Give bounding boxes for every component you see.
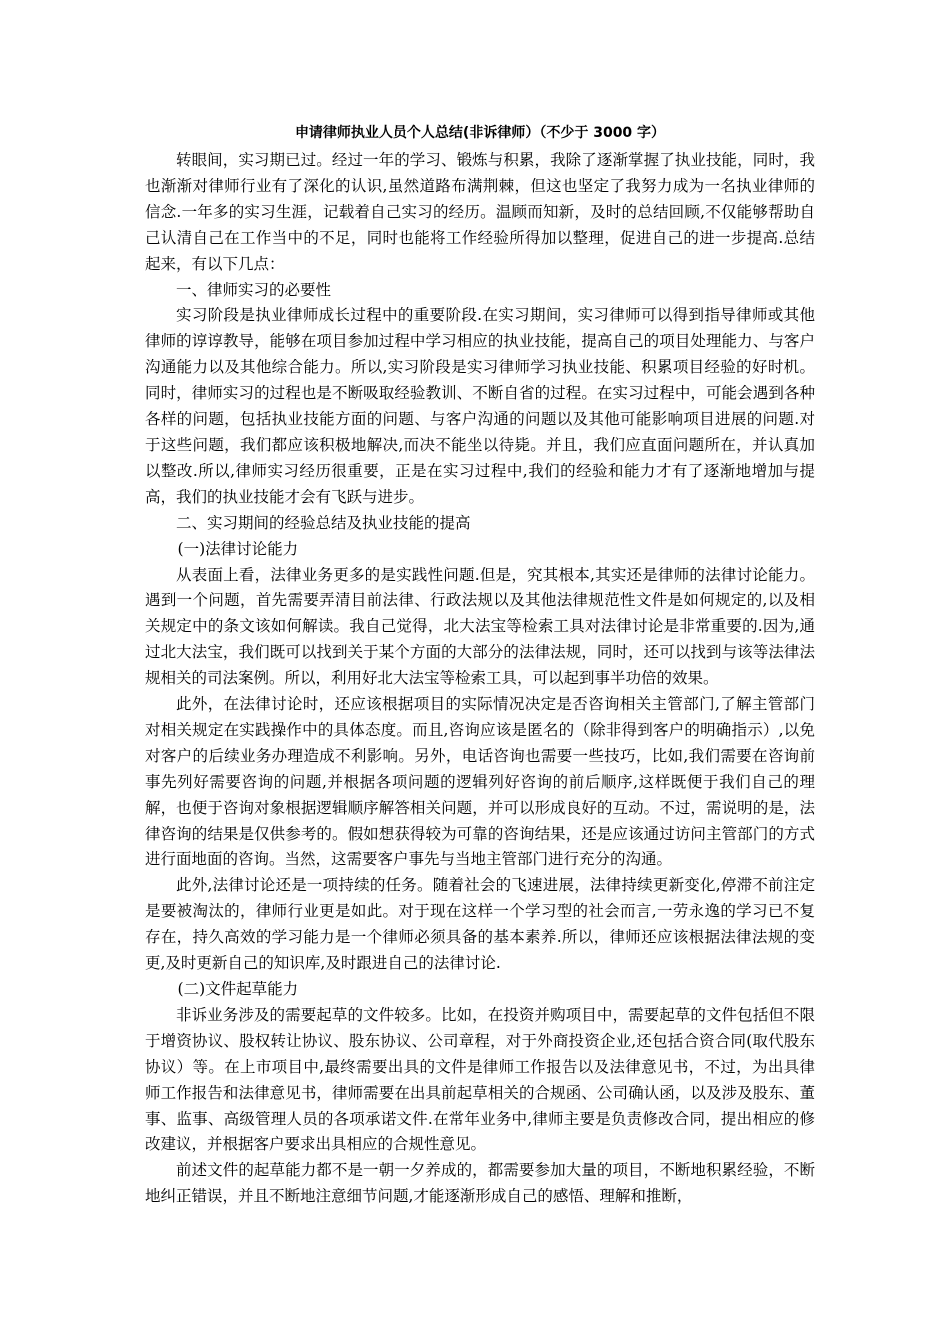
section-heading-1: 一、律师实习的必要性 — [176, 280, 332, 299]
document-title: 申请律师执业人员个人总结(非诉律师）（不少于 3000 字） — [294, 125, 666, 141]
document-page — [145, 120, 815, 1210]
section-heading-2: 二、实习期间的经验总结及执业技能的提高 — [176, 513, 471, 532]
body-paragraph: 此外，在法律讨论时，还应该根据项目的实际情况决定是否咨询相关主管部门,了解主管部门对相关规定在实践操作中的具体态度。而且,咨询应该是匿名的（除非得到客户的明确指示）,以免对客户的后续业务办理造成不利影响。另外，电话咨询也需要一些技巧，比如,我们需要在咨询前事先列好需要咨询的问题,并根据各项问题的逻辑列好咨询的前后顺序,这样既便于我们自己的理解，也便于咨询对象根据逻辑顺序解答相关问题，并可以形成良好的互动。不过，需说明的是，法律咨询的结果是仅供参考的。假如想获得较为可靠的咨询结果，还是应该通过访问主管部门的方式进行面地面的咨询。当然，这需要客户事先与当地主管部门进行充分的沟通。 — [145, 695, 815, 869]
body-paragraph: 此外,法律讨论还是一项持续的任务。随着社会的飞速进展，法律持续更新变化,停滞不前注定是要被淘汰的，律师行业更是如此。对于现在这样一个学习型的社会而言,一劳永逸的学习已不复存在，持久高效的学习能力是一个律师必须具备的基本素养.所以，律师还应该根据法律法规的变更,及时更新自己的知识库,及时跟进自己的法律讨论. — [145, 876, 815, 973]
body-paragraph: 实习阶段是执业律师成长过程中的重要阶段.在实习期间，实习律师可以得到指导律师或其他律师的谆谆教导，能够在项目参加过程中学习相应的执业技能，提高自己的项目处理能力、与客户沟通能力以及其他综合能力。所以,实习阶段是实习律师学习执业技能、积累项目经验的好时机。同时，律师实习的过程也是不断吸取经验教训、不断自省的过程。在实习过程中，可能会遇到各种各样的问题，包括执业技能方面的问题、与客户沟通的问题以及其他可能影响项目进展的问题.对于这些问题，我们都应该积极地解决,而决不能坐以待毙。并且，我们应直面问题所在，并认真加以整改.所以,律师实习经历很重要，正是在实习过程中,我们的经验和能力才有了逐渐地增加与提高，我们的执业技能才会有飞跃与进步。 — [145, 306, 815, 506]
body-paragraph: 从表面上看，法律业务更多的是实践性问题.但是，究其根本,其实还是律师的法律讨论能力。遇到一个问题，首先需要弄清目前法律、行政法规以及其他法律规范性文件是如何规定的,以及相关规定中的条文该如何解读。我自己觉得，北大法宝等检索工具对法律讨论是非常重要的.因为,通过北大法宝，我们既可以找到关于某个方面的大部分的法律法规，同时，还可以找到与该等法律法规相关的司法案例。所以，利用好北大法宝等检索工具，可以起到事半功倍的效果。 — [145, 565, 815, 688]
body-paragraph: 前述文件的起草能力都不是一朝一夕养成的，都需要参加大量的项目，不断地积累经验，不断地纠正错误，并且不断地注意细节问题,才能逐渐形成自己的感悟、理解和推断， — [145, 1161, 815, 1206]
intro-paragraph: 转眼间，实习期已过。经过一年的学习、锻炼与积累，我除了逐渐掌握了执业技能，同时，我也渐渐对律师行业有了深化的认识,虽然道路布满荆棘，但这也坚定了我努力成为一名执业律师的信念.一年多的实习生涯，记载着自己实习的经历。温顾而知新，及时的总结回顾,不仅能够帮助自己认清自己在工作当中的不足，同时也能将工作经验所得加以整理，促进自己的进一步提高.总结起来，有以下几点： — [145, 151, 815, 273]
subsection-heading-2: (二)文件起草能力 — [177, 980, 299, 998]
subsection-heading-1: (一)法律讨论能力 — [177, 539, 299, 558]
body-paragraph: 非诉业务涉及的需要起草的文件较多。比如，在投资并购项目中，需要起草的文件包括但不限于增资协议、股权转让协议、股东协议、公司章程，对于外商投资企业,还包括合资合同(取代股东协议）等。在上市项目中,最终需要出具的文件是律师工作报告以及法律意见书，不过，为出具律师工作报告和法律意见书，律师需要在出具前起草相关的合规函、公司确认函，以及涉及股东、董事、监事、高级管理人员的各项承诺文件.在常年业务中,律师主要是负责修改合同，提出相应的修改建议，并根据客户要求出具相应的合规性意见。 — [145, 1005, 815, 1154]
